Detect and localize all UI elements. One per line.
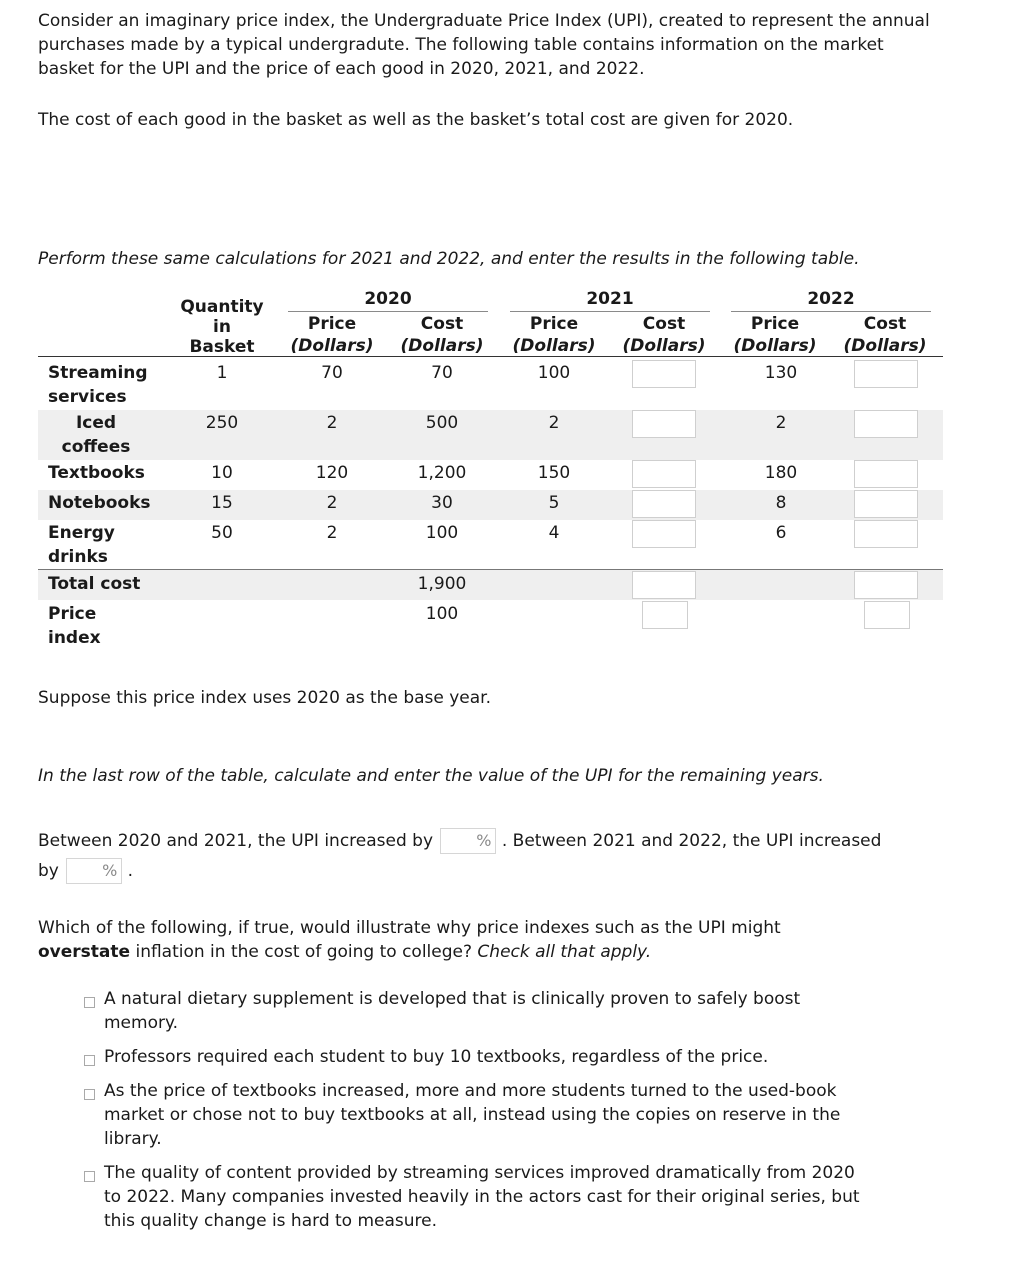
total-cost-2022-input[interactable] — [854, 571, 918, 599]
increase-text-3: by — [38, 861, 59, 881]
cost-2022-energy-input[interactable] — [854, 520, 918, 548]
increase-sentence — [38, 826, 943, 886]
unit-cost-2021: (Dollars) — [622, 336, 706, 356]
perform-instruction: Perform these same calculations for 2021 and 2022, and enter the results in the following table. — [38, 249, 860, 269]
increase-text-2: . Between 2021 and 2022, the UPI increased — [501, 831, 882, 851]
cost-header-2022: Cost — [863, 314, 907, 334]
cost-header-2021: Cost — [642, 314, 686, 334]
unit-cost-2020: (Dollars) — [400, 336, 484, 356]
qty-header-line2: in — [213, 317, 231, 337]
option-4-label[interactable]: The quality of content provided by streaming services improved dramatically from 2020 to 2022. Many companies invested heavily in the actors cast for their original series, but this quality change is hard to measure. — [104, 1163, 860, 1231]
unit-cost-2022: (Dollars) — [843, 336, 927, 356]
price-2022-notebooks: 8 — [775, 493, 787, 513]
price-index-2021-input[interactable] — [642, 601, 688, 629]
option-1-label[interactable]: A natural dietary supplement is developed that is clinically proven to safely boost memory. — [104, 989, 801, 1033]
upi-table — [38, 288, 943, 658]
year-2022-header: 2022 — [807, 289, 855, 309]
price-header-2020: Price — [307, 314, 357, 334]
option-4-checkbox[interactable] — [84, 1171, 95, 1182]
qty-header-line1: Quantity — [180, 297, 264, 317]
price-2021-textbooks: 150 — [537, 463, 571, 483]
price-2022-streaming: 130 — [764, 363, 798, 383]
option-2-label[interactable]: Professors required each student to buy 10 textbooks, regardless of the price. — [104, 1047, 769, 1067]
row-label-total: Total cost — [48, 574, 141, 594]
price-2020-iced: 2 — [326, 413, 338, 433]
unit-price-2022: (Dollars) — [733, 336, 817, 356]
year-underline-2022 — [731, 311, 931, 312]
year-underline-2021 — [510, 311, 710, 312]
year-2021-header: 2021 — [586, 289, 634, 309]
increase-2022-input[interactable]: % — [66, 858, 122, 884]
qty-header-line3: Basket — [189, 337, 255, 357]
cost-2021-streaming-input[interactable] — [632, 360, 696, 388]
price-header-2022: Price — [750, 314, 800, 334]
unit-price-2021: (Dollars) — [512, 336, 596, 356]
year-underline-2020 — [288, 311, 488, 312]
year-2020-header: 2020 — [364, 289, 412, 309]
cost-2021-notebooks-input[interactable] — [632, 490, 696, 518]
option-3-checkbox[interactable] — [84, 1089, 95, 1100]
unit-price-2020: (Dollars) — [290, 336, 374, 356]
total-cost-2021-input[interactable] — [632, 571, 696, 599]
total-cost-2020: 1,900 — [417, 574, 467, 594]
price-index-2022-input[interactable] — [864, 601, 910, 629]
price-2020-energy: 2 — [326, 523, 338, 543]
overstate-word: overstate — [38, 942, 131, 962]
row-label-iced: Iced coffees — [61, 413, 131, 457]
cost-2021-energy-input[interactable] — [632, 520, 696, 548]
qty-textbooks: 10 — [211, 463, 233, 483]
total-rule — [38, 569, 943, 570]
row-label-price-index: Price index — [48, 604, 101, 648]
base-year-text: Suppose this price index uses 2020 as the base year. — [38, 688, 492, 708]
qty-streaming: 1 — [216, 363, 228, 383]
qty-notebooks: 15 — [211, 493, 233, 513]
cost-header-2020: Cost — [420, 314, 464, 334]
cost-note: The cost of each good in the basket as well as the basket’s total cost are given for 2020. — [38, 110, 794, 130]
cost-2020-textbooks: 1,200 — [417, 463, 467, 483]
cost-2020-iced: 500 — [425, 413, 459, 433]
price-2020-notebooks: 2 — [326, 493, 338, 513]
price-2022-iced: 2 — [775, 413, 787, 433]
price-2020-streaming: 70 — [321, 363, 343, 383]
price-2021-iced: 2 — [548, 413, 560, 433]
qty-iced: 250 — [205, 413, 239, 433]
price-2020-textbooks: 120 — [315, 463, 349, 483]
increase-text-1: Between 2020 and 2021, the UPI increased by — [38, 831, 434, 851]
row-label-energy: Energy drinks — [48, 523, 115, 567]
cost-2020-streaming: 70 — [431, 363, 453, 383]
price-2022-energy: 6 — [775, 523, 787, 543]
row-label-textbooks: Textbooks — [48, 463, 145, 483]
price-2021-notebooks: 5 — [548, 493, 560, 513]
cost-2020-energy: 100 — [425, 523, 459, 543]
cost-2021-iced-input[interactable] — [632, 410, 696, 438]
cost-2022-iced-input[interactable] — [854, 410, 918, 438]
intro-text: Consider an imaginary price index, the Undergraduate Price Index (UPI), created to represent the annual purchases made by a typical undergradute. The following table contains information on the market basket for the UPI and the price of each good in 2020, 2021, and 2022. — [38, 11, 930, 79]
row-label-notebooks: Notebooks — [48, 493, 151, 513]
option-2-checkbox[interactable] — [84, 1055, 95, 1066]
price-header-2021: Price — [529, 314, 579, 334]
row-label-streaming: Streaming services — [48, 363, 148, 407]
cost-2022-textbooks-input[interactable] — [854, 460, 918, 488]
cost-2022-notebooks-input[interactable] — [854, 490, 918, 518]
price-index-2020: 100 — [425, 604, 459, 624]
cost-2020-notebooks: 30 — [431, 493, 453, 513]
last-row-instruction: In the last row of the table, calculate and enter the value of the UPI for the remaining years. — [38, 766, 824, 786]
overstate-question: Which of the following, if true, would illustrate why price indexes such as the UPI might overstate inflation in the cost of going to college? Check all that apply. — [38, 918, 781, 962]
price-2021-streaming: 100 — [537, 363, 571, 383]
price-2022-textbooks: 180 — [764, 463, 798, 483]
price-2021-energy: 4 — [548, 523, 560, 543]
qty-energy: 50 — [211, 523, 233, 543]
increase-2021-input[interactable]: % — [440, 828, 496, 854]
cost-2022-streaming-input[interactable] — [854, 360, 918, 388]
cost-2021-textbooks-input[interactable] — [632, 460, 696, 488]
option-3-label[interactable]: As the price of textbooks increased, more and more students turned to the used-book market or chose not to buy textbooks at all, instead using the copies on reserve in the library. — [104, 1081, 841, 1149]
option-1-checkbox[interactable] — [84, 997, 95, 1008]
increase-text-end: . — [127, 861, 134, 881]
